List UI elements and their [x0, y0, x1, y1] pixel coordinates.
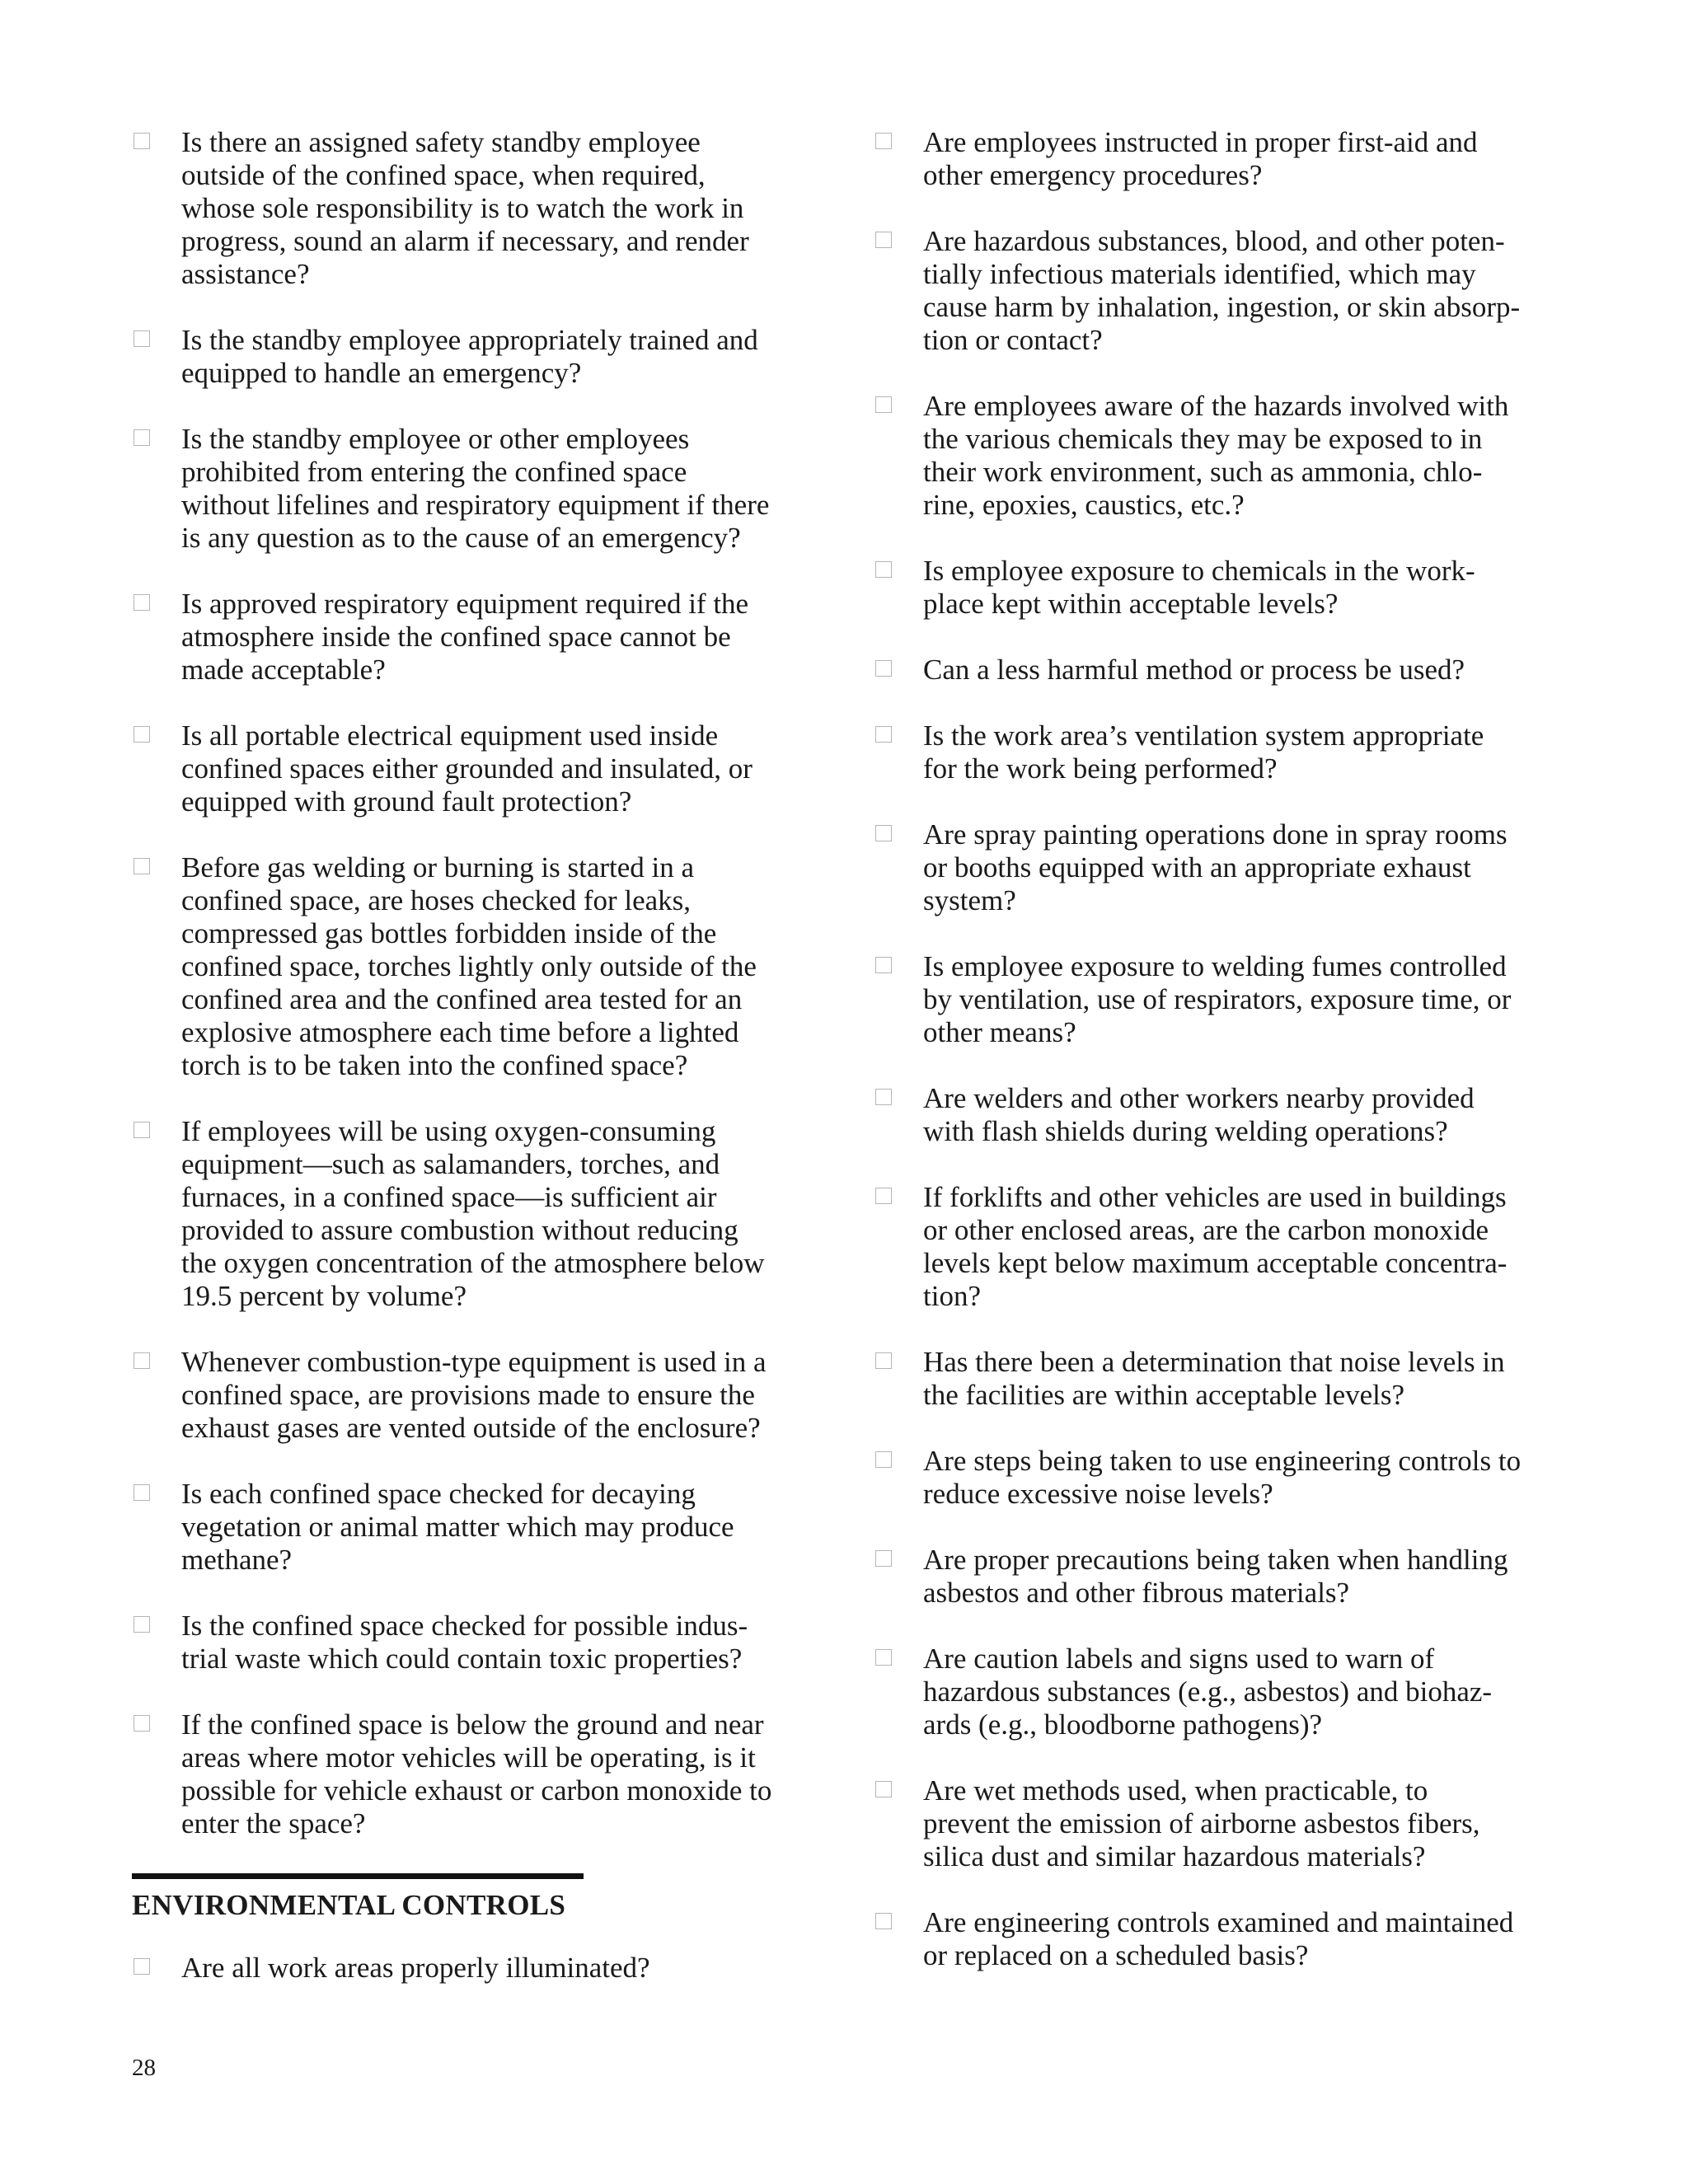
checkbox[interactable]: [875, 1451, 892, 1468]
text-line: If employees will be using oxygen-consuming: [181, 1115, 716, 1147]
text-line: Is the confined space checked for possible indus-: [181, 1610, 748, 1642]
checklist-item: [132, 851, 816, 1082]
checklist-item: [874, 719, 1558, 785]
text-line: Are wet methods used, when practicable, to: [923, 1774, 1428, 1807]
text-line: possible for vehicle exhaust or carbon monoxide to: [181, 1774, 772, 1807]
checkbox[interactable]: [875, 232, 892, 248]
text-line: without lifelines and respiratory equipment if there: [181, 489, 770, 521]
checklist-item: [874, 654, 1558, 687]
text-line: confined spaces either grounded and insulated, or: [181, 752, 753, 785]
checkbox[interactable]: [875, 1649, 892, 1666]
text-line: confined space, torches lightly only outside of the: [181, 950, 757, 982]
text-line: compressed gas bottles forbidden inside of the: [181, 917, 717, 949]
checklist-item: [874, 555, 1558, 621]
text-line: If forklifts and other vehicles are used in buildings: [923, 1181, 1507, 1213]
checklist-item-text: [923, 1082, 1558, 1148]
text-line: silica dust and similar hazardous materials?: [923, 1840, 1426, 1872]
text-line: ards (e.g., bloodborne pathogens)?: [923, 1708, 1323, 1741]
checkbox[interactable]: [875, 957, 892, 973]
checkbox[interactable]: [875, 660, 892, 677]
checklist-item: [132, 1610, 816, 1675]
text-line: the various chemicals they may be exposed to in: [923, 423, 1483, 455]
checkbox[interactable]: [134, 330, 150, 347]
text-line: prohibited from entering the confined space: [181, 456, 687, 488]
checklist-item: [132, 1952, 816, 1985]
checklist-item: [874, 818, 1558, 917]
text-line: If the confined space is below the ground and near: [181, 1708, 764, 1741]
checklist-item-text: [181, 1610, 816, 1675]
text-line: tion or contact?: [923, 324, 1103, 356]
checklist-item: [874, 1544, 1558, 1610]
checklist-item-text: [923, 950, 1558, 1049]
checkbox[interactable]: [134, 133, 150, 149]
text-line: confined area and the confined area tested for an: [181, 983, 743, 1015]
page-number: 28: [132, 2055, 156, 2081]
text-line: the oxygen concentration of the atmosphere below: [181, 1247, 765, 1279]
text-line: Is employee exposure to chemicals in the work-: [923, 555, 1475, 587]
checkbox[interactable]: [875, 133, 892, 149]
text-line: or other enclosed areas, are the carbon monoxide: [923, 1214, 1489, 1246]
checkbox[interactable]: [134, 1616, 150, 1633]
checklist-item-text: [923, 390, 1558, 522]
text-line: system?: [923, 884, 1016, 916]
checklist-item-text: [923, 818, 1558, 917]
text-line: enter the space?: [181, 1807, 366, 1840]
text-line: prevent the emission of airborne asbestos fibers,: [923, 1807, 1480, 1840]
text-line: asbestos and other fibrous materials?: [923, 1577, 1350, 1609]
checklist-item-text: [923, 719, 1558, 785]
checklist-item-text: [181, 1952, 816, 1985]
text-line: areas where motor vehicles will be operating, is it: [181, 1741, 756, 1774]
checklist-item: [874, 1643, 1558, 1741]
text-line: Can a less harmful method or process be used?: [923, 654, 1465, 686]
text-line: Are spray painting operations done in spray rooms: [923, 818, 1507, 851]
checklist-item-text: [923, 1181, 1558, 1313]
text-line: Are engineering controls examined and maintained: [923, 1906, 1514, 1938]
checkbox[interactable]: [134, 858, 150, 874]
text-line: reduce excessive noise levels?: [923, 1478, 1273, 1510]
checkbox[interactable]: [134, 429, 150, 446]
checklist-item-text: [181, 1346, 816, 1445]
text-line: equipment—such as salamanders, torches, and: [181, 1148, 720, 1180]
checklist-item: [132, 324, 816, 390]
right-column: [874, 126, 1558, 2005]
text-line: tion?: [923, 1280, 981, 1312]
text-line: whose sole responsibility is to watch the work in: [181, 192, 744, 224]
text-line: Are caution labels and signs used to warn of: [923, 1643, 1435, 1675]
checklist-item: [874, 1082, 1558, 1148]
checkbox[interactable]: [875, 1550, 892, 1567]
checkbox[interactable]: [134, 1484, 150, 1501]
checklist-item: [874, 1774, 1558, 1873]
text-line: with flash shields during welding operations?: [923, 1115, 1448, 1147]
checklist-item-text: [181, 851, 816, 1082]
text-line: assistance?: [181, 258, 310, 290]
text-line: Is the standby employee appropriately trained and: [181, 324, 758, 356]
text-line: furnaces, in a confined space—is sufficient air: [181, 1181, 717, 1213]
text-line: Are welders and other workers nearby provided: [923, 1082, 1475, 1114]
text-line: explosive atmosphere each time before a lighted: [181, 1016, 739, 1048]
text-line: other means?: [923, 1016, 1076, 1048]
right-checklist: [874, 126, 1558, 1972]
text-line: their work environment, such as ammonia, chlo-: [923, 456, 1483, 488]
checkbox[interactable]: [875, 561, 892, 578]
text-line: Are employees aware of the hazards involved with: [923, 390, 1509, 422]
checkbox[interactable]: [875, 825, 892, 841]
text-line: vegetation or animal matter which may produce: [181, 1511, 734, 1543]
checklist-item-text: [923, 225, 1558, 357]
text-line: Has there been a determination that noise levels in: [923, 1346, 1505, 1378]
checklist-item: [874, 1445, 1558, 1511]
checkbox[interactable]: [875, 1089, 892, 1105]
checklist-item-text: [923, 1346, 1558, 1412]
checklist-item-text: [181, 1115, 816, 1313]
checklist-item: [132, 1115, 816, 1313]
text-line: Are all work areas properly illuminated?: [181, 1952, 650, 1984]
checklist-item: [132, 1346, 816, 1445]
checklist-item: [874, 950, 1558, 1049]
text-line: Is each confined space checked for decaying: [181, 1478, 696, 1510]
checkbox[interactable]: [875, 396, 892, 413]
checkbox[interactable]: [134, 1352, 150, 1369]
checklist-item-text: [181, 324, 816, 390]
checklist-item-text: [923, 1906, 1558, 1972]
checklist-item-text: [923, 126, 1558, 192]
checklist-item: [132, 126, 816, 291]
text-line: outside of the confined space, when required,: [181, 159, 706, 191]
text-line: torch is to be taken into the confined space?: [181, 1049, 688, 1081]
text-line: or booths equipped with an appropriate exhaust: [923, 851, 1471, 883]
checklist-item-text: [181, 588, 816, 687]
text-line: hazardous substances (e.g., asbestos) and biohaz-: [923, 1675, 1493, 1708]
checklist-item-text: [181, 719, 816, 818]
text-line: confined space, are provisions made to ensure the: [181, 1379, 755, 1411]
text-line: 19.5 percent by volume?: [181, 1280, 467, 1312]
text-line: equipped with ground fault protection?: [181, 785, 632, 818]
text-line: rine, epoxies, caustics, etc.?: [923, 489, 1245, 521]
checklist-item-text: [923, 555, 1558, 621]
text-line: other emergency procedures?: [923, 159, 1263, 191]
text-line: confined space, are hoses checked for leaks,: [181, 884, 692, 916]
text-line: levels kept below maximum acceptable concentra-: [923, 1247, 1507, 1279]
checklist-item-text: [923, 654, 1558, 687]
section-divider-rule: [132, 1873, 584, 1879]
section-heading-environmental-controls: ENVIRONMENTAL CONTROLS: [132, 1889, 566, 1921]
checklist-item-text: [181, 1708, 816, 1840]
text-line: Are steps being taken to use engineering controls to: [923, 1445, 1522, 1477]
text-line: exhaust gases are vented outside of the enclosure?: [181, 1412, 761, 1444]
text-line: atmosphere inside the confined space cannot be: [181, 621, 731, 653]
text-line: by ventilation, use of respirators, exposure time, or: [923, 983, 1512, 1015]
text-line: for the work being performed?: [923, 752, 1278, 785]
text-line: Are proper precautions being taken when handling: [923, 1544, 1508, 1576]
checklist-item: [132, 1478, 816, 1577]
checklist-item-text: [923, 1544, 1558, 1610]
checkbox[interactable]: [875, 726, 892, 743]
text-line: Before gas welding or burning is started in a: [181, 851, 695, 883]
checklist-item: [874, 1906, 1558, 1972]
checklist-item: [132, 719, 816, 818]
checklist-item: [874, 126, 1558, 192]
checklist-item-text: [923, 1774, 1558, 1873]
text-line: Is there an assigned safety standby employee: [181, 126, 701, 158]
checklist-item: [132, 423, 816, 555]
text-line: methane?: [181, 1544, 293, 1576]
text-line: Whenever combustion-type equipment is used in a: [181, 1346, 767, 1378]
checklist-item-text: [923, 1445, 1558, 1511]
left-column: [132, 126, 816, 2018]
checklist-item-text: [181, 1478, 816, 1577]
text-line: trial waste which could contain toxic properties?: [181, 1643, 743, 1675]
checkbox[interactable]: [134, 1958, 150, 1975]
checkbox[interactable]: [134, 1122, 150, 1138]
checklist-item-text: [181, 423, 816, 555]
checkbox[interactable]: [134, 726, 150, 743]
checkbox[interactable]: [134, 594, 150, 611]
checkbox[interactable]: [875, 1913, 892, 1929]
text-line: or replaced on a scheduled basis?: [923, 1939, 1309, 1971]
checklist-item: [874, 1181, 1558, 1313]
text-line: place kept within acceptable levels?: [923, 588, 1339, 620]
text-line: Are employees instructed in proper first-aid and: [923, 126, 1478, 158]
checkbox[interactable]: [875, 1188, 892, 1204]
text-line: tially infectious materials identified, which may: [923, 258, 1476, 290]
checklist-item: [874, 390, 1558, 522]
checkbox[interactable]: [875, 1352, 892, 1369]
checklist-item: [132, 1708, 816, 1840]
text-line: Are hazardous substances, blood, and other poten-: [923, 225, 1505, 257]
checkbox[interactable]: [134, 1715, 150, 1732]
text-line: Is employee exposure to welding fumes controlled: [923, 950, 1507, 982]
text-line: cause harm by inhalation, ingestion, or skin absorp-: [923, 291, 1521, 323]
text-line: Is approved respiratory equipment required if the: [181, 588, 749, 620]
text-line: equipped to handle an emergency?: [181, 357, 582, 389]
text-line: progress, sound an alarm if necessary, and render: [181, 225, 749, 257]
text-line: Is all portable electrical equipment used inside: [181, 719, 719, 752]
text-line: the facilities are within acceptable levels?: [923, 1379, 1405, 1411]
checklist-item: [874, 1346, 1558, 1412]
checklist-item-text: [923, 1643, 1558, 1741]
left-checklist: [132, 126, 816, 1840]
checklist-item-text: [181, 126, 816, 291]
text-line: is any question as to the cause of an emergency?: [181, 522, 741, 554]
text-line: Is the work area’s ventilation system appropriate: [923, 719, 1484, 752]
checklist-item: [132, 588, 816, 687]
checklist-item: [874, 225, 1558, 357]
environmental-controls-checklist: [132, 1952, 816, 1985]
checkbox[interactable]: [875, 1781, 892, 1797]
text-line: made acceptable?: [181, 654, 386, 686]
text-line: provided to assure combustion without reducing: [181, 1214, 738, 1246]
text-line: Is the standby employee or other employees: [181, 423, 690, 455]
